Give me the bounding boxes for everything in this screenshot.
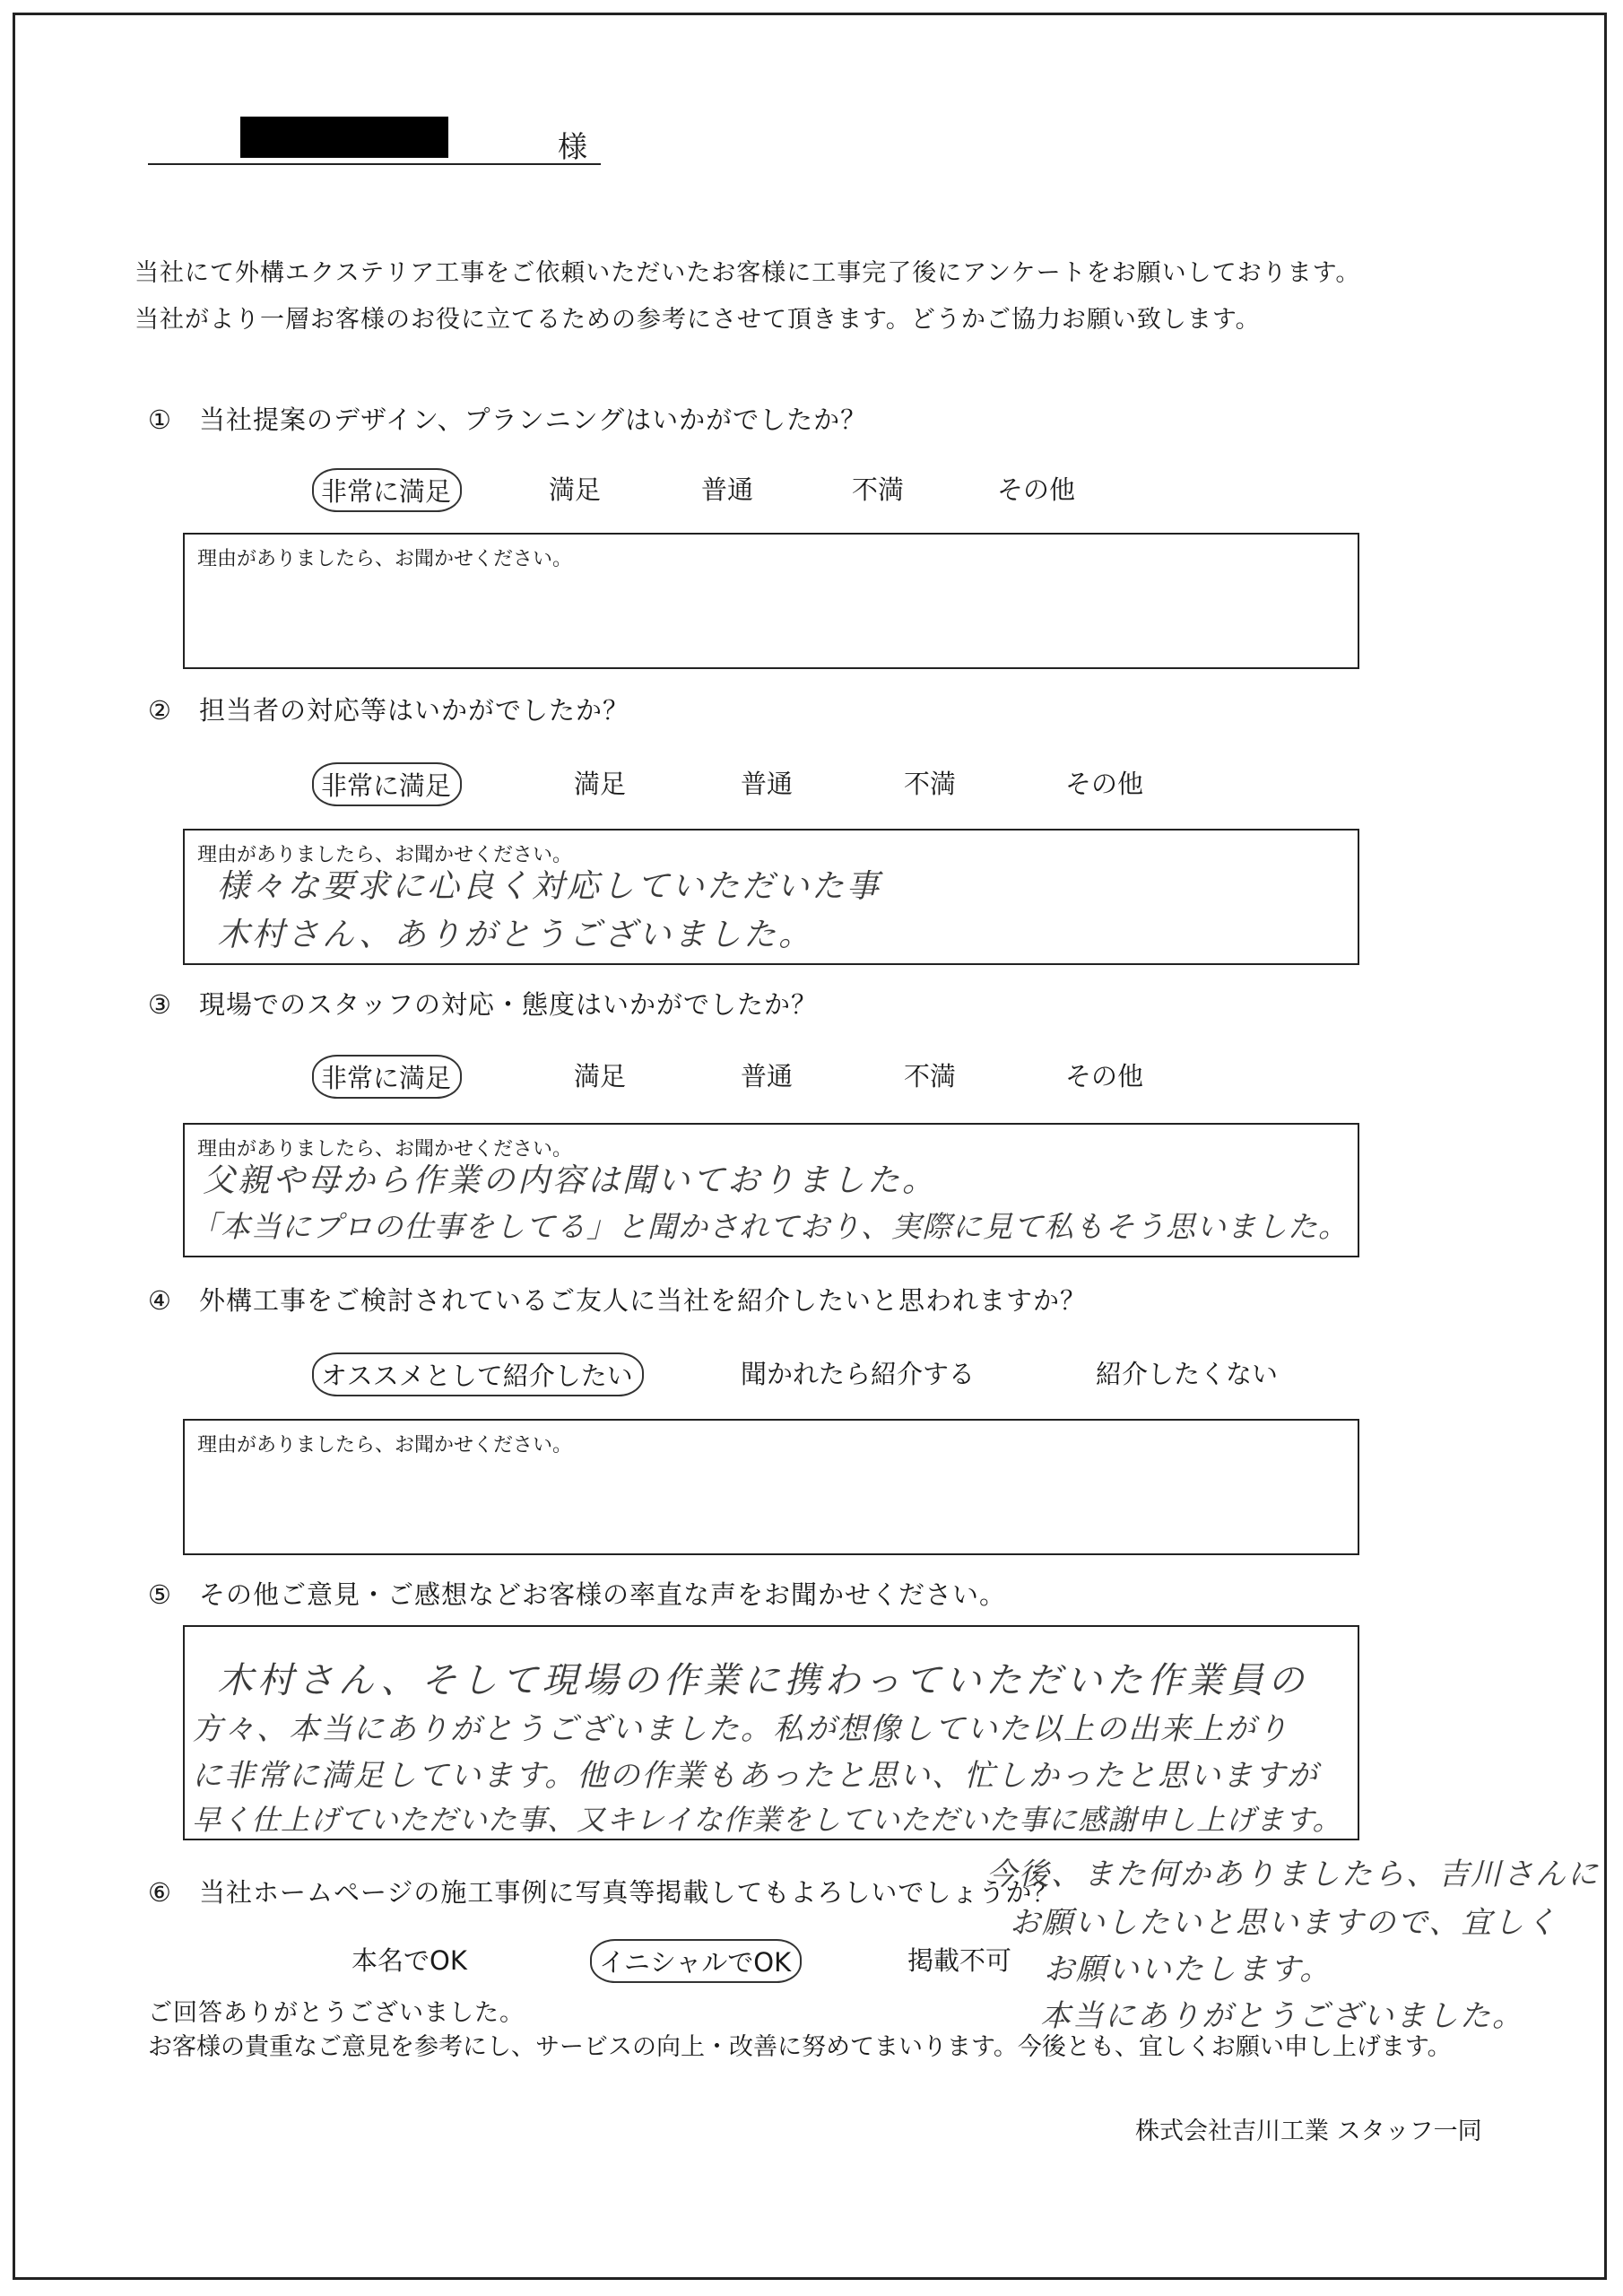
- q6-side-note-line-1: 今後、また何かありましたら、吉川さんに: [986, 1857, 1600, 1892]
- q1-option-very-satisfied[interactable]: 非常に満足: [312, 468, 462, 512]
- q2-option-very-satisfied[interactable]: 非常に満足: [312, 762, 462, 806]
- honorific: 様: [558, 129, 588, 164]
- q6-option-not-allowed[interactable]: 掲載不可: [907, 1945, 1012, 1976]
- q5-title: ⑤ その他ご意見・ご感想などお客様の率直な声をお聞かせください。: [148, 1579, 1006, 1610]
- q4-title: ④ 外構工事をご検討されているご友人に当社を紹介したいと思われますか？: [148, 1285, 1087, 1316]
- q3-option-very-satisfied[interactable]: 非常に満足: [312, 1055, 462, 1099]
- q2-box-label: 理由がありましたら、お聞かせください。: [197, 844, 573, 866]
- q1-option-satisfied[interactable]: 満足: [549, 474, 602, 505]
- q6-side-note-line-3: お願いいたします。: [1044, 1952, 1332, 1987]
- q2-option-other[interactable]: その他: [1065, 769, 1144, 799]
- q5-handwritten-line-2: 方々、本当にありがとうございました。私が想像していた以上の出来上がり: [192, 1711, 1289, 1747]
- q4-box-label: 理由がありましたら、お聞かせください。: [197, 1434, 573, 1457]
- q3-handwritten-line-2: 「本当にプロの仕事をしてる」と聞かされており、実際に見て私もそう思いました。: [190, 1209, 1349, 1244]
- footer-thanks-line-1: ご回答ありがとうございました。: [148, 1999, 525, 2027]
- q1-box-label: 理由がありましたら、お聞かせください。: [197, 548, 573, 570]
- q3-answer-box[interactable]: [183, 1123, 1359, 1257]
- q6-option-real-name[interactable]: 本名でOK: [352, 1945, 467, 1976]
- q5-answer-box[interactable]: [183, 1625, 1359, 1840]
- company-signature: 株式会社吉川工業 スタッフ一同: [1135, 2118, 1482, 2145]
- q4-option-recommend[interactable]: オススメとして紹介したい: [312, 1352, 644, 1396]
- footer-thanks-line-2: お客様の貴重なご意見を参考にし、サービスの向上・改善に努めてまいります。今後とも、宜しくお願い申し上げます。: [148, 2033, 1452, 2061]
- q3-box-label: 理由がありましたら、お聞かせください。: [197, 1138, 573, 1161]
- q3-title: ③ 現場でのスタッフの対応・態度はいかがでしたか？: [148, 989, 818, 1020]
- q5-handwritten-line-3: に非常に満足しています。他の作業もあったと思い、忙しかったと思いますが: [192, 1758, 1319, 1794]
- q5-handwritten-line-1: 木村さん、そして現場の作業に携わっていただいた作業員の: [217, 1660, 1308, 1701]
- q4-answer-box[interactable]: [183, 1419, 1359, 1555]
- q6-side-note-line-4: 本当にありがとうございました。: [1040, 1998, 1524, 2034]
- q1-answer-box[interactable]: [183, 533, 1359, 669]
- q6-option-initials[interactable]: イニシャルでOK: [590, 1939, 802, 1983]
- q3-option-normal[interactable]: 普通: [741, 1061, 794, 1091]
- q2-handwritten-line-1: 様々な要求に心良く対応していただいた事: [217, 868, 882, 905]
- q1-option-dissatisfied[interactable]: 不満: [852, 474, 905, 505]
- q1-option-other[interactable]: その他: [997, 474, 1076, 505]
- q4-option-no-recommend[interactable]: 紹介したくない: [1096, 1359, 1279, 1389]
- name-underline: [148, 163, 601, 165]
- q2-title: ② 担当者の対応等はいかがでしたか？: [148, 695, 629, 726]
- q1-option-normal[interactable]: 普通: [701, 474, 754, 505]
- q3-option-dissatisfied[interactable]: 不満: [904, 1061, 957, 1091]
- q4-option-if-asked[interactable]: 聞かれたら紹介する: [741, 1359, 976, 1389]
- q3-option-satisfied[interactable]: 満足: [574, 1061, 627, 1091]
- q2-option-satisfied[interactable]: 満足: [574, 769, 627, 799]
- q2-handwritten-line-2: 木村さん、ありがとうございました。: [217, 917, 814, 953]
- q2-option-dissatisfied[interactable]: 不満: [904, 769, 957, 799]
- q2-answer-box[interactable]: [183, 829, 1359, 965]
- intro-line-1: 当社にて外構エクステリア工事をご依頼いただいたお客様に工事完了後にアンケートをお願いしております。: [135, 259, 1361, 287]
- q3-option-other[interactable]: その他: [1065, 1061, 1144, 1091]
- redacted-customer-name: [240, 117, 448, 158]
- q3-handwritten-line-1: 父親や母から作業の内容は聞いておりました。: [203, 1162, 938, 1199]
- intro-line-2: 当社がより一層お客様のお役に立てるための参考にさせて頂きます。どうかご協力お願い致します。: [135, 306, 1261, 334]
- q1-title: ① 当社提案のデザイン、プランニングはいかがでしたか？: [148, 404, 868, 435]
- q2-option-normal[interactable]: 普通: [741, 769, 794, 799]
- q6-title: ⑥ 当社ホームページの施工事例に写真等掲載してもよろしいでしょうか？: [148, 1877, 1060, 1908]
- q6-side-note-line-2: お願いしたいと思いますので、宜しく: [1010, 1905, 1558, 1941]
- q5-handwritten-line-4: 早く仕上げていただいた事、又キレイな作業をしていただいた事に感謝申し上げます。: [192, 1803, 1342, 1837]
